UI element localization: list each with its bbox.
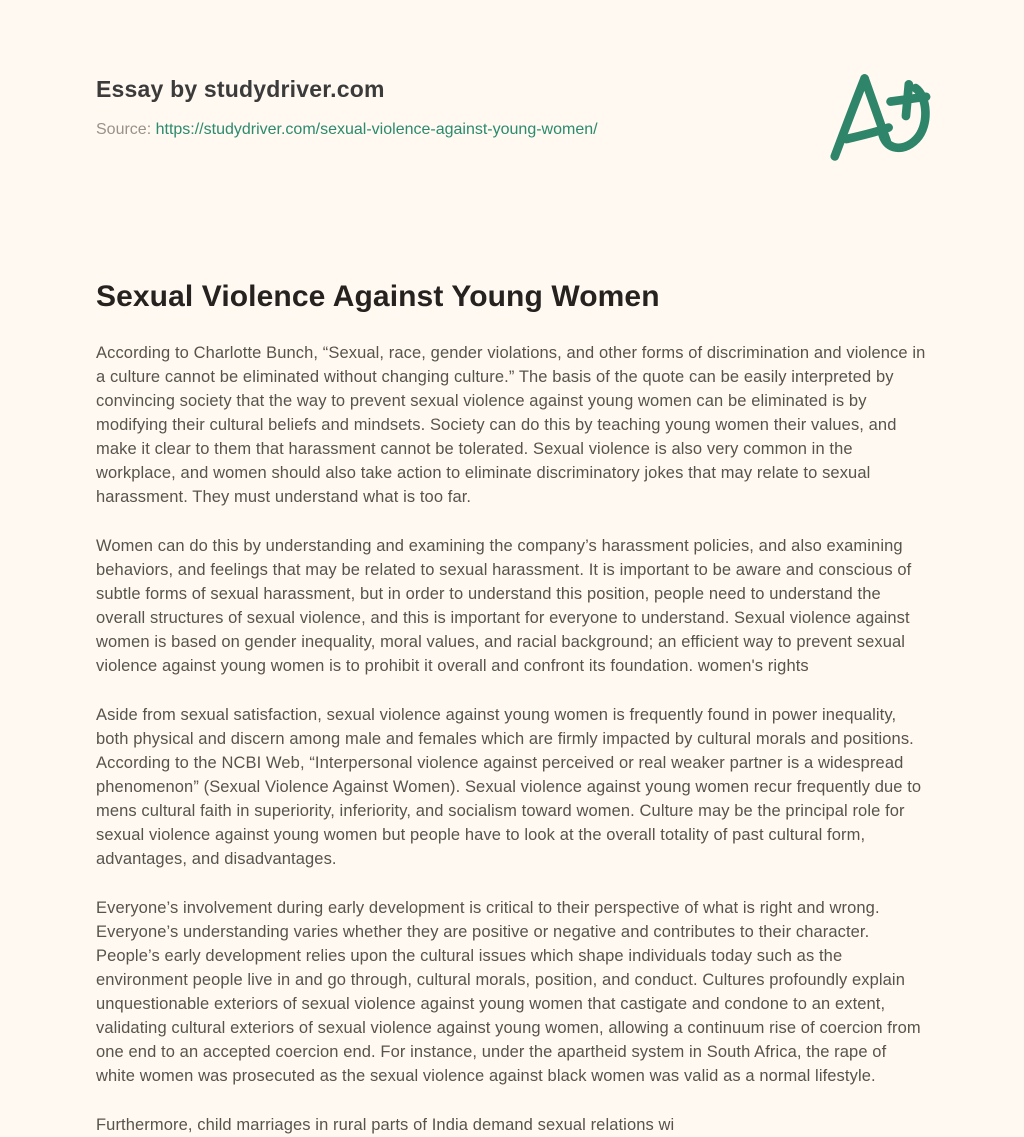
source-link[interactable]: https://studydriver.com/sexual-violence-against-young-women/ bbox=[155, 121, 598, 138]
article-title: Sexual Violence Against Young Women bbox=[96, 280, 660, 313]
source-label: Source: bbox=[96, 121, 152, 138]
essay-body bbox=[96, 341, 928, 1137]
essay-paragraph: According to Charlotte Bunch, “Sexual, race, gender violations, and other forms of discrimination and violence in a culture cannot be eliminated without changing culture.” The basis of the quote can be easily interpreted by convincing society that the way to prevent sexual violence against young women can be eliminated is by modifying their cultural beliefs and mindsets. Society can do this by teaching young women their values, and make it clear to them that harassment cannot be tolerated. Sexual violence is also very common in the workplace, and women should also take action to eliminate discriminatory jokes that may relate to sexual harassment. They must understand what is too far. bbox=[96, 344, 926, 506]
header-text-block bbox=[96, 70, 826, 139]
essay-paragraph: Furthermore, child marriages in rural parts of India demand sexual relations wi bbox=[96, 1116, 675, 1134]
page-header bbox=[96, 70, 928, 166]
essay-paragraph: Aside from sexual satisfaction, sexual violence against young women is frequently found in power inequality, both physical and discern among male and females which are firmly impacted by cultural morals and positions. According to the NCBI Web, “Interpersonal violence against perceived or real weaker partner is a widespread phenomenon” (Sexual Violence Against Women). Sexual violence against young women recur frequently due to mens cultural faith in superiority, inferiority, and socialism toward women. Culture may be the principal role for sexual violence against young women but people have to look at the overall totality of past cultural form, advantages, and disadvantages. bbox=[96, 706, 922, 868]
essay-by-heading: Essay by studydriver.com bbox=[96, 76, 385, 102]
essay-paragraph: Women can do this by understanding and examining the company’s harassment policies, and also examining behaviors, and feelings that may be related to sexual harassment. It is important to be aware and conscious of subtle forms of sexual harassment, but in order to understand this position, people need to understand the overall structures of sexual violence, and this is important for everyone to understand. Sexual violence against women is based on gender inequality, moral values, and racial background; an efficient way to prevent sexual violence against young women is to prohibit it overall and confront its foundation. women's rights bbox=[96, 537, 912, 675]
essay-paragraph: Everyone’s involvement during early development is critical to their perspective of what is right and wrong. Everyone’s understanding varies whether they are positive or negative and contributes to their character. People’s early development relies upon the cultural issues which shape individuals today such as the environment people live in and go through, cultural morals, position, and conduct. Cultures profoundly explain unquestionable exteriors of sexual violence against young women that castigate and condone to an extent, validating cultural exteriors of sexual violence against young women, allowing a continuum rise of coercion from one end to an accepted coercion end. For instance, under the apartheid system in South Africa, the rape of white women was prosecuted as the sexual violence against black women was valid as a normal lifestyle. bbox=[96, 899, 921, 1085]
source-line bbox=[96, 121, 826, 139]
a-plus-logo-icon bbox=[826, 66, 932, 166]
